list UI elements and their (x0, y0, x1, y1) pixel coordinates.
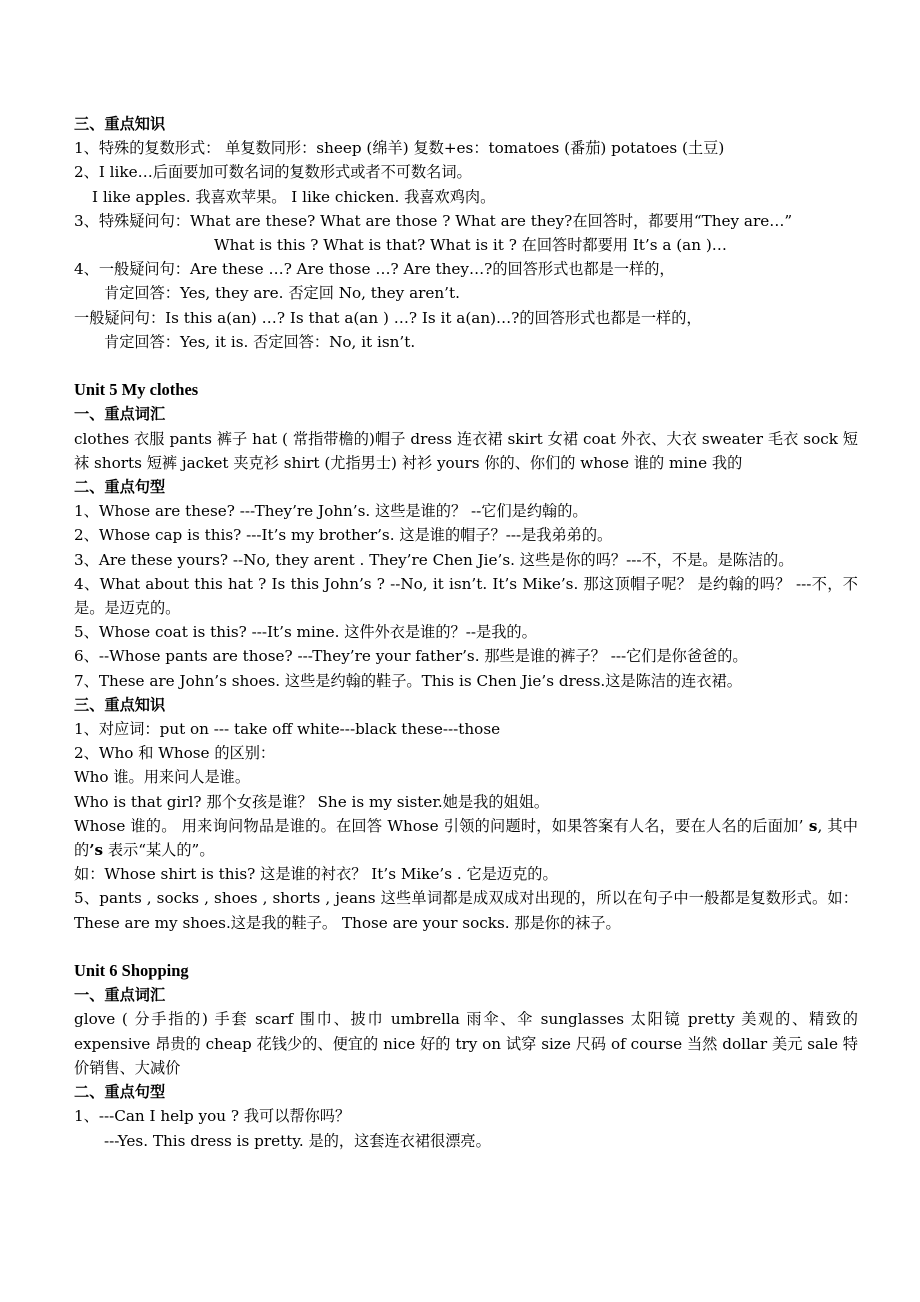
section-heading-sentences: 二、重点句型 (74, 1083, 166, 1102)
knowledge-line: 肯定回答：Yes, they are. 否定回 No, they aren’t. (104, 284, 460, 303)
section-heading-knowledge: 三、重点知识 (74, 115, 166, 133)
spacer (74, 935, 858, 959)
knowledge-line: Who 谁。用来问人是谁。 (74, 768, 251, 787)
whose-text: 表示“某人的”。 (103, 841, 215, 860)
knowledge-line: 3、特殊疑问句：What are these? What are those ? What are they?在回答时，都要用“They are…” (74, 211, 793, 230)
knowledge-line: 1、特殊的复数形式： 单复数同形：sheep (绵羊) 复数+es：tomatoes (番茄) potatoes (土豆) (74, 139, 725, 158)
knowledge-line: 2、Who 和 Whose 的区别： (74, 744, 276, 763)
knowledge-line: 4、一般疑问句：Are these …? Are those …? Are they…?的回答形式也都是一样的， (74, 260, 675, 279)
sentence-line: ---Yes. This dress is pretty. 是的，这套连衣裙很漂亮。 (104, 1131, 491, 1150)
whose-text: , 其中的 (74, 816, 858, 860)
sentence-line: 1、---Can I help you ? 我可以帮你吗？ (74, 1107, 351, 1126)
spacer (74, 354, 858, 378)
vocab-paragraph: clothes 衣服 pants 裤子 hat ( 常指带檐的)帽子 dress 连衣裙 skirt 女裙 coat 外衣、大衣 sweater 毛衣 sock 短袜 shorts 短裤 jacket 夹克衫 shirt (尤指男士) 衬衫 yours 你的、你们的 whose 谁的 mine 我的 (74, 429, 858, 472)
knowledge-line: 肯定回答：Yes, it is. 否定回答：No, it isn’t. (104, 332, 416, 351)
knowledge-line: What is this ? What is that? What is it ? 在回答时都要用 It’s a (an )… (214, 236, 727, 255)
whose-s: s (803, 816, 818, 835)
sentence-line: 7、These are John’s shoes. 这些是约翰的鞋子。This is Chen Jie’s dress.这是陈洁的连衣裙。 (74, 671, 742, 690)
unit-title: Unit 6 Shopping (74, 961, 189, 981)
vocab-paragraph: glove ( 分手指的) 手套 scarf 围巾、披巾 umbrella 雨伞、伞 sunglasses 太阳镜 pretty 美观的、精致的 expensive 昂贵的 cheap 花钱少的、便宜的 nice 好的 try on 试穿 size 尺码 of course 当然 dollar 美元 sale 特价销售、大减价 (74, 1010, 858, 1077)
whose-text: Whose 谁的。 用来询问物品是谁的。在回答 Whose 引领的问题时，如果答案有人名，要在人名的后面加’ (74, 816, 804, 835)
example-line: 如：Whose shirt is this? 这是谁的衬衣？ It’s Mike’s . 它是迈克的。 (74, 865, 558, 884)
unit-title: Unit 5 My clothes (74, 380, 199, 400)
sentence-line: 5、Whose coat is this? ---It’s mine. 这件外衣是谁的？--是我的。 (74, 623, 537, 642)
sentence-line: 1、Whose are these? ---They’re John’s. 这些是谁的？ --它们是约翰的。 (74, 502, 588, 521)
section-heading-vocab: 一、重点词汇 (74, 405, 166, 424)
sentence-line: 2、Whose cap is this? ---It’s my brother’s. 这是谁的帽子？---是我弟弟的。 (74, 526, 613, 545)
sentence-line: 6、--Whose pants are those? ---They’re your father’s. 那些是谁的裤子？ ---它们是你爸爸的。 (74, 647, 748, 666)
knowledge-line: Who is that girl? 那个女孩是谁？ She is my sister.她是我的姐姐。 (74, 792, 550, 811)
knowledge-line: I like apples. 我喜欢苹果。 I like chicken. 我喜欢鸡肉。 (92, 187, 496, 206)
section-heading-sentences: 二、重点句型 (74, 478, 166, 497)
knowledge-line: 一般疑问句：Is this a(an) …? Is that a(an ) …? Is it a(an)…?的回答形式也都是一样的， (74, 308, 702, 327)
document-page (74, 112, 858, 1153)
whose-explanation (74, 814, 858, 862)
plural-note: 5、pants , socks , shoes , shorts , jeans 这些单词都是成双成对出现的，所以在句子中一般都是复数形式。如：These are my shoes.这是我的鞋子。 Those are your socks. 那是你的袜子。 (74, 889, 858, 932)
knowledge-line: 1、对应词：put on --- take off white---black these---those (74, 720, 501, 739)
knowledge-line: 2、I like…后面要加可数名词的复数形式或者不可数名词。 (74, 163, 472, 182)
sentence-line: 3、Are these yours? --No, they arent . They’re Chen Jie’s. 这些是你的吗？---不，不是。是陈洁的。 (74, 550, 794, 569)
sentence-line: 4、What about this hat ? Is this John’s ? --No, it isn’t. It’s Mike’s. 那这顶帽子呢？ 是约翰的吗？ ---不，不是。是迈克的。 (74, 574, 858, 618)
whose-s-marker: ’s (89, 841, 104, 860)
section-heading-knowledge: 三、重点知识 (74, 695, 166, 714)
section-heading-vocab: 一、重点词汇 (74, 986, 166, 1005)
